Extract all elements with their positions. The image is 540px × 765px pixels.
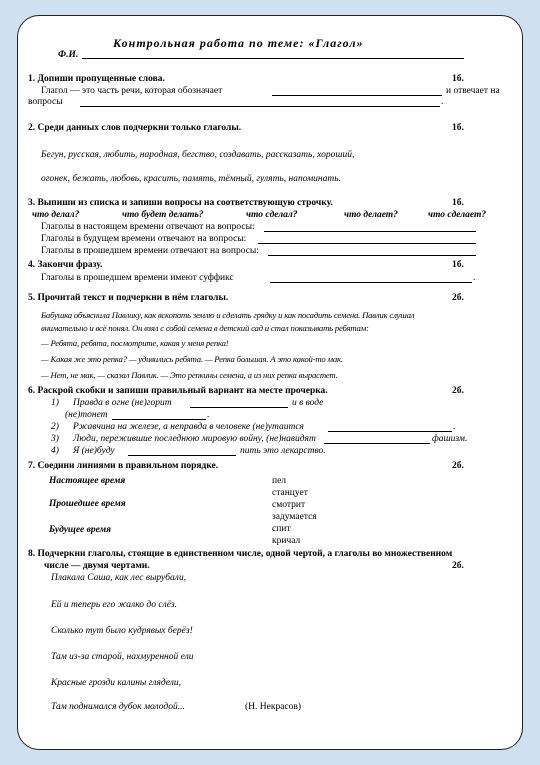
- page-title: Контрольная работа по теме: «Глагол»: [113, 36, 364, 50]
- task3-present: Глаголы в настоящем времени отвечают на вопросы:: [41, 222, 255, 232]
- task3-points: 1б.: [452, 198, 464, 208]
- task5-dialog-3: — Нет, не мак, — сказал Павлик. — Это репкины семена, а из них репка вырастет.: [41, 370, 338, 380]
- task7-verb[interactable]: задумается: [272, 512, 317, 522]
- task8-heading-1: 8. Подчеркни глаголы, стоящие в единственном числе, одной чертой, а глаголы во множественном: [28, 549, 453, 559]
- task1-heading: 1. Допиши пропущенные слова.: [28, 74, 165, 84]
- task5-paragraph-2: внимательно и всё понял. Он взял с собой семена в детский сад и стал показывать ребятам:: [41, 323, 369, 333]
- task5-dialog-2: — Какая же это репка? — удивились ребята. — Репка большая. А это какой-то мак.: [41, 354, 343, 364]
- task7-verb[interactable]: смотрит: [272, 500, 306, 510]
- task7-present: Настоящее время: [49, 476, 126, 486]
- task2-points: 1б.: [452, 123, 464, 133]
- task6-sentence-4a: Я (не)буду: [73, 446, 115, 456]
- poem-author: (Н. Некрасов): [245, 702, 302, 712]
- task4-dot: .: [473, 273, 476, 283]
- task3-past: Глаголы в прошедшем времени отвечают на вопросы:: [41, 246, 259, 256]
- task6-sentence-1a: Правда в огне (не)горит: [73, 398, 172, 408]
- task6-blank-1b[interactable]: [112, 410, 206, 420]
- task6-num-2: 2): [51, 422, 59, 432]
- task6-sentence-2: Ржавчина на железе, а неправда в человеке (не)утаится: [73, 422, 304, 432]
- task3-question-3: что сделал?: [246, 210, 298, 220]
- task7-future: Будущее время: [49, 525, 112, 535]
- task5-paragraph-1: Бабушка объяснила Павлику, как вскопать землю и сделать грядку и как посадить семена. Павлик слушал: [41, 310, 415, 320]
- task1-blank-1[interactable]: [272, 86, 442, 96]
- task7-verb[interactable]: спит: [272, 524, 291, 534]
- task7-heading: 7. Соедини линиями в правильном порядке.: [28, 461, 219, 471]
- task3-heading: 3. Выпиши из списка и запиши вопросы на соответствующую строчку.: [28, 198, 333, 208]
- poem-line: Ей и теперь его жалко до слёз.: [51, 600, 177, 610]
- task8-heading-2: числе — двумя чертами.: [44, 561, 150, 571]
- task6-sentence-4b: пить это лекарство.: [240, 446, 326, 456]
- task5-points: 2б.: [452, 293, 464, 303]
- task3-question-4: что делает?: [344, 210, 398, 220]
- task2-heading: 2. Среди данных слов подчеркни только глаголы.: [28, 123, 242, 133]
- task6-sentence-3a: Люди, пережившие последнюю мировую войну, (не)навидят: [73, 434, 316, 444]
- task1-line1a: Глагол — это часть речи, которая обозначает: [41, 86, 223, 96]
- task3-blank-future[interactable]: [258, 234, 476, 244]
- task7-verb[interactable]: кричал: [272, 536, 301, 546]
- task4-text: Глаголы в прошедшем времени имеют суффикс: [41, 273, 234, 283]
- task6-dot-1: .: [207, 410, 210, 420]
- task6-num-4: 4): [51, 446, 59, 456]
- poem-line: Там из-за старой, нахмуренной ели: [51, 652, 194, 662]
- task3-question-5: что сделает?: [428, 210, 487, 220]
- task5-dialog-1: — Ребята, ребята, посмотрите, какая у меня репка!: [41, 338, 229, 348]
- task4-heading: 4. Закончи фразу.: [28, 260, 103, 270]
- task4-points: 1б.: [452, 260, 464, 270]
- task1-blank-2[interactable]: [80, 97, 440, 107]
- task6-num-1: 1): [51, 398, 59, 408]
- task7-points: 2б.: [452, 461, 464, 471]
- task2-words-1: Бегун, русская, любить, народная, бегство, создавать, рассказать, хороший,: [41, 150, 355, 160]
- task6-blank-1a[interactable]: [190, 398, 288, 408]
- task7-verb[interactable]: пел: [272, 476, 287, 486]
- task6-sentence-1c: (не)тонет: [65, 410, 108, 420]
- poem-line: Красные грозди калины глядели,: [51, 678, 182, 688]
- task6-blank-3[interactable]: [324, 434, 430, 444]
- task1-line2: вопросы: [28, 97, 63, 107]
- task8-points: 2б.: [452, 561, 464, 571]
- task1-points: 1б.: [452, 74, 464, 84]
- task4-blank[interactable]: [270, 273, 472, 283]
- task3-question-2: что будет делать?: [122, 210, 204, 220]
- task6-sentence-3b: фашизм.: [432, 434, 468, 444]
- task1-dot: .: [441, 97, 444, 107]
- fio-line[interactable]: [82, 58, 464, 59]
- poem-line: Там поднимался дубок молодой...: [51, 702, 185, 712]
- task7-past: Прошедшее время: [49, 499, 126, 509]
- task6-blank-4[interactable]: [128, 446, 236, 456]
- task6-heading: 6. Раскрой скобки и запиши правильный вариант на месте прочерка.: [28, 386, 328, 396]
- task3-blank-present[interactable]: [264, 222, 476, 232]
- task3-future: Глаголы в будущем времени отвечают на вопросы:: [41, 234, 247, 244]
- task6-num-3: 3): [51, 434, 59, 444]
- task3-question-1: что делал?: [32, 210, 80, 220]
- fio-label: Ф.И.: [58, 50, 79, 60]
- task6-dot-2: .: [453, 422, 456, 432]
- task6-blank-2[interactable]: [328, 422, 452, 432]
- task3-blank-past[interactable]: [268, 246, 476, 256]
- task6-points: 2б.: [452, 386, 464, 396]
- task1-line1b: и отвечает на: [446, 86, 500, 96]
- task7-verb[interactable]: станцует: [272, 488, 308, 498]
- task6-sentence-1b: и в воде: [292, 398, 324, 408]
- worksheet-page: [17, 15, 523, 750]
- task2-words-2: огонек, бежать, любовь, красить, память, тёмный, гулять, напоминать.: [41, 174, 341, 184]
- poem-line: Сколько тут было кудрявых берёз!: [51, 626, 193, 636]
- poem-line: Плакала Саша, как лес вырубали,: [51, 573, 187, 583]
- task5-heading: 5. Прочитай текст и подчеркни в нём глаголы.: [28, 293, 229, 303]
